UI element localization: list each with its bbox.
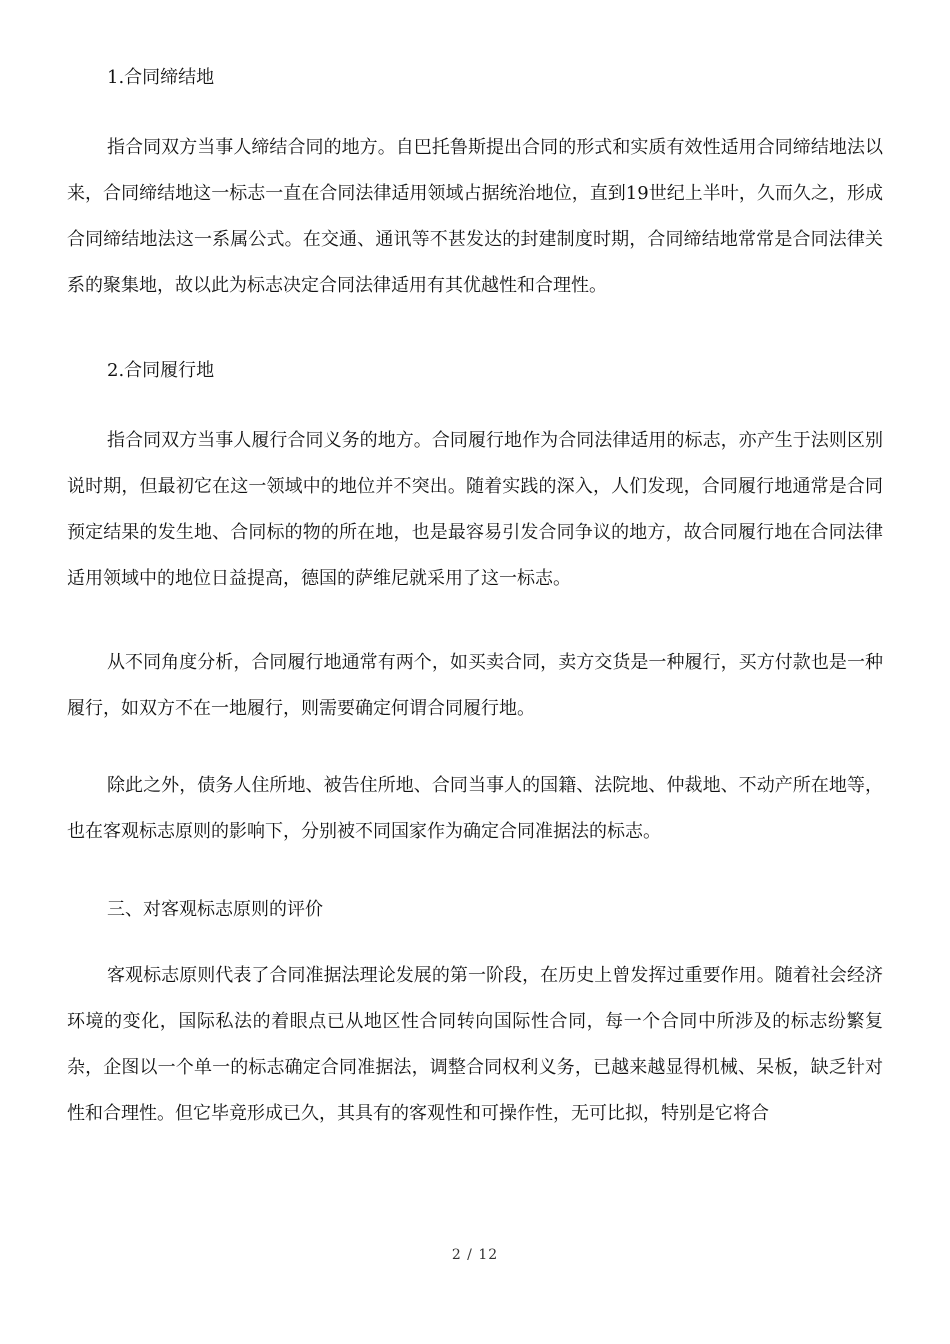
- section-heading-contract-conclusion-place: 1.合同缔结地: [107, 67, 215, 88]
- paragraph-contract-conclusion-place: 指合同双方当事人缔结合同的地方。自巴托鲁斯提出合同的形式和实质有效性适用合同缔结地法以来，合同缔结地这一标志一直在合同法律适用领域占据统治地位，直到19世纪上半叶，久而久之，形成合同缔结地法这一系属公式。在交通、通讯等不甚发达的封建制度时期，合同缔结地常常是合同法律关系的聚集地，故以此为标志决定合同法律适用有其优越性和合理性。: [67, 137, 883, 296]
- section-heading-contract-performance-place: 2.合同履行地: [107, 360, 215, 381]
- paragraph-other-connecting-factors: 除此之外，债务人住所地、被告住所地、合同当事人的国籍、法院地、仲裁地、不动产所在地等，也在客观标志原则的影响下，分别被不同国家作为确定合同准据法的标志。: [67, 775, 883, 842]
- paragraph-contract-performance-place: 指合同双方当事人履行合同义务的地方。合同履行地作为合同法律适用的标志，亦产生于法则区别说时期，但最初它在这一领域中的地位并不突出。随着实践的深入，人们发现，合同履行地通常是合同预定结果的发生地、合同标的物的所在地，也是最容易引发合同争议的地方，故合同履行地在合同法律适用领域中的地位日益提高，德国的萨维尼就采用了这一标志。: [67, 430, 883, 589]
- page-number: 2 / 12: [451, 1247, 499, 1263]
- paragraph-evaluation: 客观标志原则代表了合同准据法理论发展的第一阶段，在历史上曾发挥过重要作用。随着社会经济环境的变化，国际私法的着眼点已从地区性合同转向国际性合同，每一个合同中所涉及的标志纷繁复杂，企图以一个单一的标志确定合同准据法，调整合同权利义务，已越来越显得机械、呆板，缺乏针对性和合理性。但它毕竟形成已久，其具有的客观性和可操作性，无可比拟，特别是它将合: [67, 965, 883, 1124]
- section-heading-evaluation: 三、对客观标志原则的评价: [107, 899, 323, 920]
- paragraph-performance-perspectives: 从不同角度分析，合同履行地通常有两个，如买卖合同，卖方交货是一种履行，买方付款也是一种履行，如双方不在一地履行，则需要确定何谓合同履行地。: [67, 652, 883, 719]
